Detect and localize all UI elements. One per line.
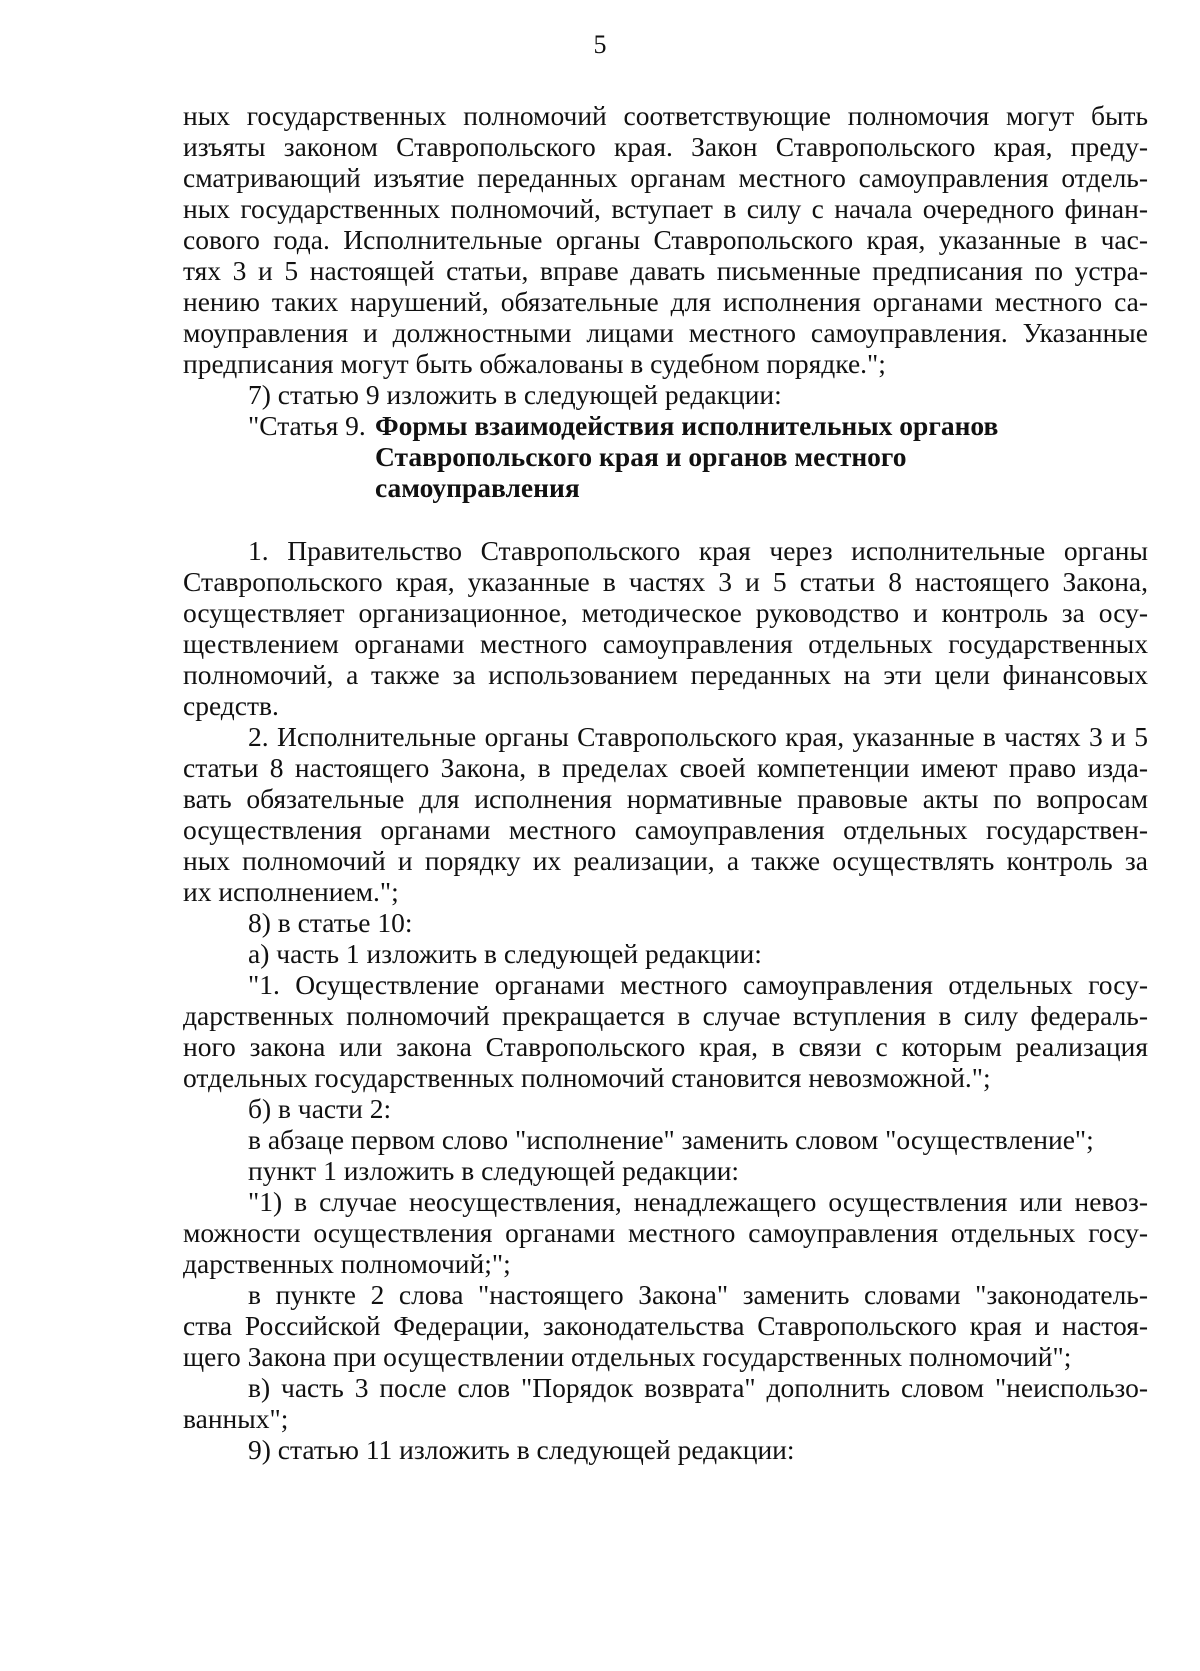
text-line: 8) в статье 10: — [248, 907, 413, 938]
text-line: сового года. Исполнительные органы Ставропольского края, указанные в час- — [183, 224, 1148, 255]
text-line: ства Российской Федерации, законодательства Ставропольского края и настоя- — [183, 1310, 1148, 1341]
text-line: сматривающий изъятие переданных органам местного самоуправления отдель- — [183, 162, 1148, 193]
text-line: в абзаце первом слово "исполнение" заменить словом "осуществление"; — [248, 1124, 1094, 1155]
text-line: в) часть 3 после слов "Порядок возврата" дополнить словом "неиспользо- — [248, 1372, 1148, 1403]
text-line: "1. Осуществление органами местного самоуправления отдельных госу- — [248, 969, 1148, 1000]
article-title-line: Ставропольского края и органов местного — [375, 441, 907, 472]
text-line: осуществляет организационное, методическое руководство и контроль за осу- — [183, 597, 1148, 628]
article-title-line: Формы взаимодействия исполнительных органов — [375, 410, 999, 441]
text-line: ных государственных полномочий соответствующие полномочия могут быть — [183, 100, 1148, 131]
text-line: их исполнением."; — [183, 876, 399, 907]
text-line: предписания могут быть обжалованы в судебном порядке."; — [183, 348, 886, 379]
article-title-line: самоуправления — [375, 472, 580, 503]
text-line: изъяты законом Ставропольского края. Закон Ставропольского края, преду- — [183, 131, 1148, 162]
text-line: 2. Исполнительные органы Ставропольского края, указанные в частях 3 и 5 — [248, 721, 1148, 752]
article-title-prefix: "Статья 9. — [248, 410, 366, 441]
text-line: тях 3 и 5 настоящей статьи, вправе давать письменные предписания по устра- — [183, 255, 1148, 286]
text-line: "1) в случае неосуществления, ненадлежащего осуществления или невоз- — [248, 1186, 1148, 1217]
text-line: в пункте 2 слова "настоящего Закона" заменить словами "законодатель- — [248, 1279, 1148, 1310]
text-line: дарственных полномочий прекращается в случае вступления в силу федераль- — [183, 1000, 1148, 1031]
text-line: можности осуществления органами местного самоуправления отдельных госу- — [183, 1217, 1148, 1248]
text-line: вать обязательные для исполнения нормативные правовые акты по вопросам — [183, 783, 1148, 814]
text-line: а) часть 1 изложить в следующей редакции: — [248, 938, 762, 969]
page-number: 5 — [593, 30, 607, 59]
text-line: ществлением органами местного самоуправления отдельных государственных — [183, 628, 1148, 659]
text-line: ных полномочий и порядку их реализации, а также осуществлять контроль за — [183, 845, 1148, 876]
text-line: средств. — [183, 690, 279, 721]
text-line: статьи 8 настоящего Закона, в пределах своей компетенции имеют право изда- — [183, 752, 1148, 783]
text-line: ных государственных полномочий, вступает в силу с начала очередного финан- — [183, 193, 1148, 224]
text-line: отдельных государственных полномочий становится невозможной."; — [183, 1062, 991, 1093]
text-line: полномочий, а также за использованием переданных на эти цели финансовых — [183, 659, 1148, 690]
text-line: нению таких нарушений, обязательные для исполнения органами местного са- — [183, 286, 1148, 317]
text-line: щего Закона при осуществлении отдельных государственных полномочий"; — [183, 1341, 1072, 1372]
text-line: Ставропольского края, указанные в частях 3 и 5 статьи 8 настоящего Закона, — [183, 566, 1148, 597]
text-line: ного закона или закона Ставропольского края, в связи с которым реализация — [183, 1031, 1148, 1062]
text-line: 9) статью 11 изложить в следующей редакции: — [248, 1434, 795, 1465]
text-line: осуществления органами местного самоуправления отдельных государствен- — [183, 814, 1148, 845]
text-line: дарственных полномочий;"; — [183, 1248, 511, 1279]
text-line: ванных"; — [183, 1403, 289, 1434]
text-line: 1. Правительство Ставропольского края через исполнительные органы — [248, 535, 1148, 566]
text-line: б) в части 2: — [248, 1093, 392, 1124]
text-line: 7) статью 9 изложить в следующей редакции: — [248, 379, 782, 410]
text-line: пункт 1 изложить в следующей редакции: — [248, 1155, 740, 1186]
text-line: моуправления и должностными лицами местного самоуправления. Указанные — [183, 317, 1148, 348]
